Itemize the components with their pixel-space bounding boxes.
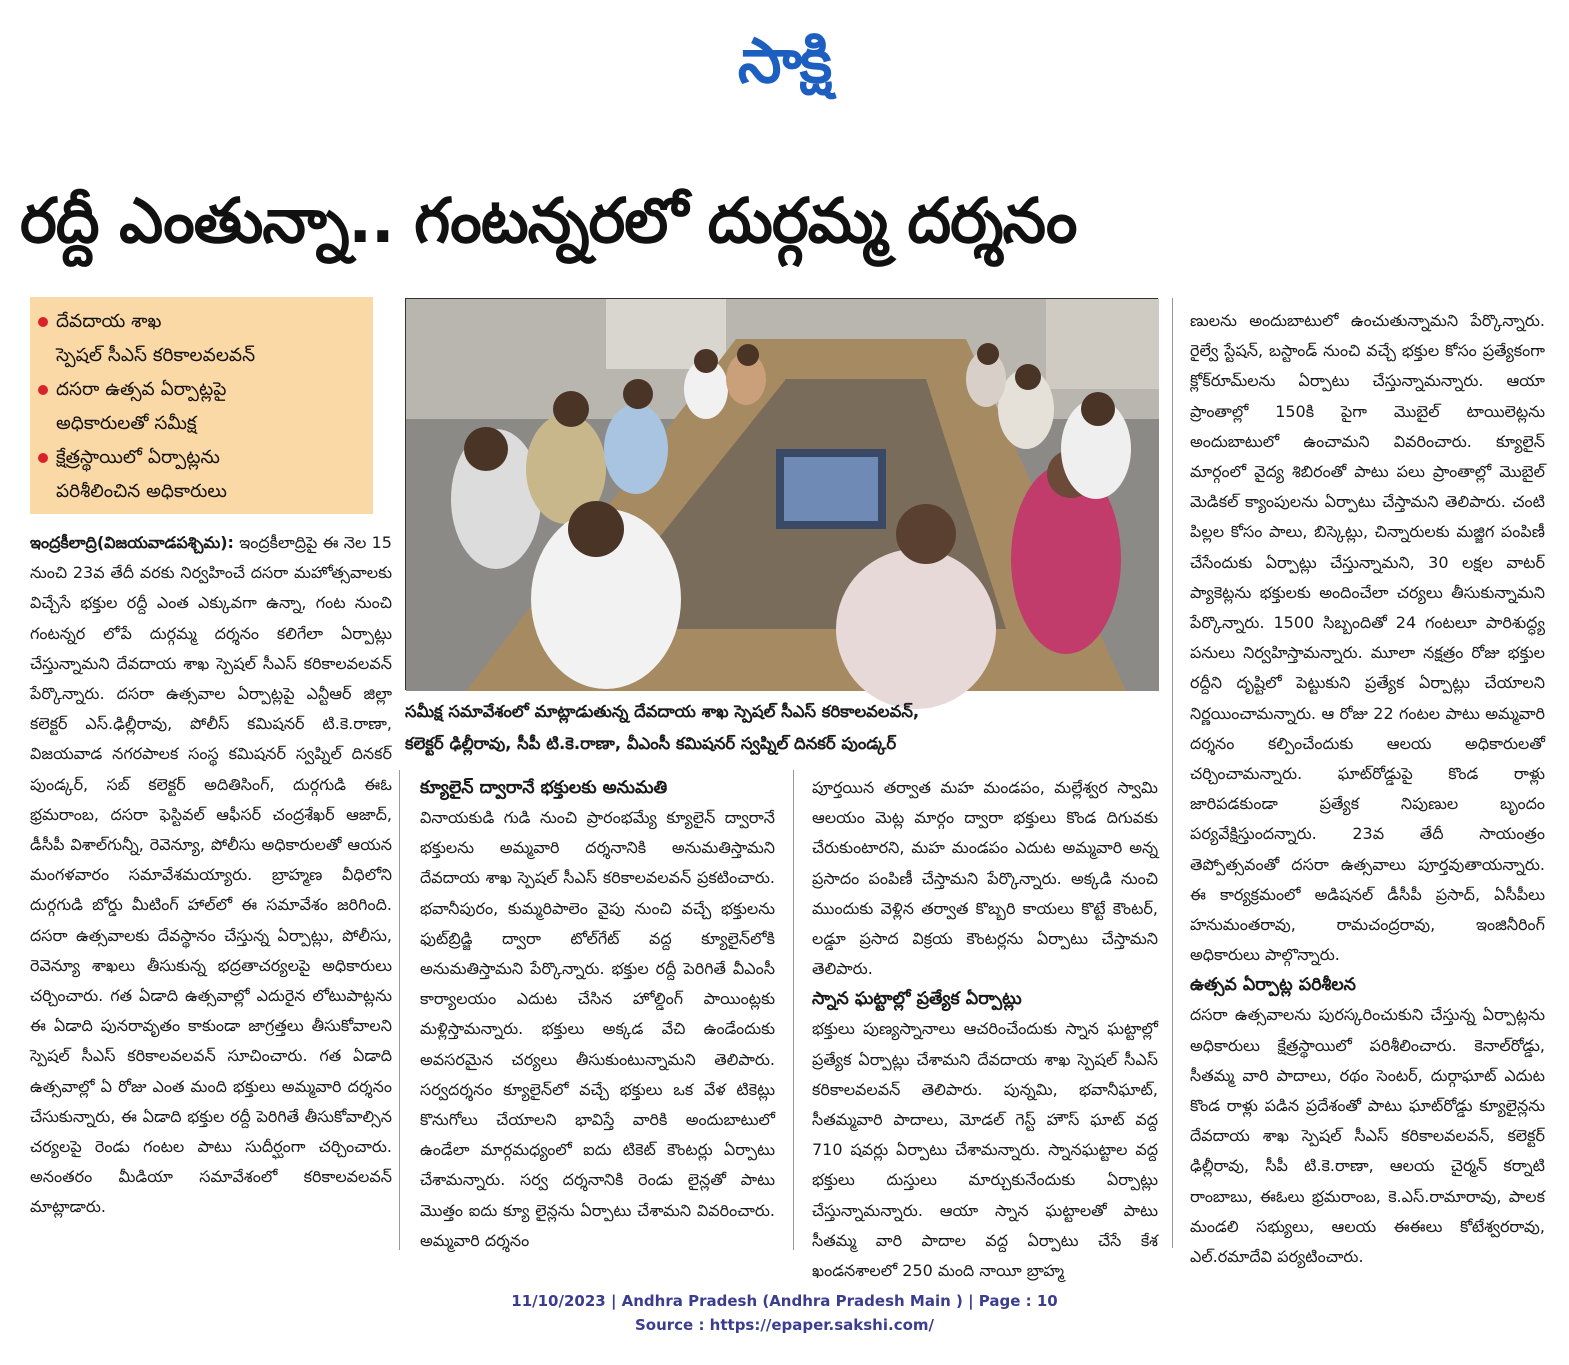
dateline: ఇంద్రకీలాద్రి(విజయవాడపశ్చిమ):	[30, 533, 234, 552]
article-column-2	[420, 773, 775, 1253]
subhead-inspection: ఉత్సవ ఏర్పాట్ల పరిశీలన	[1190, 975, 1356, 996]
bullet-dot-icon	[38, 453, 48, 463]
footer-date-line: 11/10/2023 | Andhra Pradesh (Andhra Pradesh Main ) | Page : 10	[511, 1292, 1058, 1310]
highlight-text: దసరా ఉత్సవ ఏర్పాట్లపై అధికారులతో సమీక్ష	[56, 379, 227, 434]
article-column-1	[30, 528, 392, 1244]
headline: రద్దీ ఎంతున్నా.. గంటన్నరలో దుర్గమ్మ దర్శనం	[20, 184, 1077, 257]
bullet-dot-icon	[38, 385, 48, 395]
bullet-dot-icon	[38, 317, 48, 327]
highlight-item	[38, 441, 363, 509]
article-text: భక్తులు పుణ్యస్నానాలు ఆచరించేందుకు స్నాన ఘట్టాల్లో ప్రత్యేక ఏర్పాట్లు చేశామని దేవదాయ శాఖ స్పెషల్ సీఎస్ కరికాలవలవన్ తెలిపారు. పున్నమి, భవానీఘాట్, సీతమ్మవారి పాదాలు, మోడల్ గెస్ట్ హౌస్ ఘాట్ వద్ద 710 షవర్లు ఏర్పాటు చేశామన్నారు. స్నానఘట్టాల వద్ద భక్తులు దుస్తులు మార్చుకునేందుకు ఏర్పాట్లు చేస్తున్నామన్నారు. ఆయా స్నాన ఘట్టాలతో పాటు సీతమ్మ వారి పాదాల వద్ద ఏర్పాటు చేసే కేశ ఖండనశాలలో 250 మంది నాయీ బ్రాహ్మ	[812, 1019, 1158, 1281]
meeting-photo-illustration	[406, 299, 1159, 691]
meeting-photo	[405, 298, 1158, 690]
highlight-item	[38, 305, 363, 373]
footer-source-link[interactable]: Source : https://epaper.sakshi.com/	[634, 1316, 934, 1334]
column-divider	[1172, 298, 1173, 1248]
article-text: దసరా ఉత్సవాలను పురస్కరించుకుని చేస్తున్న ఏర్పాట్లను అధికారులు క్షేత్రస్థాయిలో పరిశీలించారు. కెనాల్‌రోడ్డు, సీతమ్మ వారి పాదాలు, రథం సెంటర్, దుర్గాఘాట్ ఎదుట కొండ రాళ్లు పడిన ప్రదేశంతో పాటు ఘాట్‌రోడ్డు క్యూలైన్లను దేవదాయ శాఖ స్పెషల్ సీఎస్ కరికాలవలవన్, కలెక్టర్ ఢిల్లీరావు, సీపీ టి.కె.రాణా, ఆలయ చైర్మన్ కర్నాటి రాంబాబు, ఈఓలు భ్రమరాంబ, కె.ఎస్.రామారావు, పాలక మండలి సభ్యులు, ఆలయ ఈఈలు కోటేశ్వరరావు, ఎల్.రమాదేవి పర్యటించారు.	[1190, 1005, 1545, 1267]
highlight-box	[30, 297, 373, 514]
article-text: ణులను అందుబాటులో ఉంచుతున్నామని పేర్కొన్నారు. రైల్వే స్టేషన్, బస్టాండ్ నుంచి వచ్చే భక్తుల కోసం ప్రత్యేకంగా క్లోక్‌రూమ్‌లను ఏర్పాటు చేస్తున్నామన్నారు. ఆయా ప్రాంతాల్లో 150కి పైగా మొబైల్ టాయిలెట్లను అందుబాటులో ఉంచామని వివరించారు. క్యూలైన్ మార్గంలో వైద్య శిబిరంతో పాటు పలు ప్రాంతాల్లో మొబైల్ మెడికల్ క్యాంపులను ఏర్పాటు చేస్తామని తెలిపారు. చంటి పిల్లల కోసం పాలు, బిస్కెట్లు, చిన్నారులకు మజ్జిగ పంపిణీ చేసేందుకు ఏర్పాట్లు చేస్తున్నామని, 30 లక్షల వాటర్ ప్యాకెట్లను భక్తులకు అందించేలా చర్యలు తీసుకున్నామని పేర్కొన్నారు. 1500 సిబ్బందితో 24 గంటలూ పారిశుద్ధ్య పనులు నిర్వహిస్తామన్నారు. మూలా నక్షత్రం రోజు భక్తుల రద్దీని దృష్టిలో పెట్టుకుని ప్రత్యేక ఏర్పాట్లు చేయాలని నిర్ణయించామన్నారు. ఆ రోజు 22 గంటల పాటు అమ్మవారి దర్శనం కల్పించేందుకు ఆలయ అధికారులతో చర్చించామన్నారు. ఘాట్‌రోడ్డుపై కొండ రాళ్లు జారిపడకుండా ప్రత్యేక నిపుణుల బృందం పర్యవేక్షిస్తుందన్నారు. 23వ తేదీ సాయంత్రం తెప్పోత్సవంతో దసరా ఉత్సవాలు పూర్తవుతాయన్నారు. ఈ కార్యక్రమంలో అడిషనల్ డీసీపీ ప్రసాద్, ఏసీపీలు హనుమంతరావు, రామచంద్రరావు, ఇంజినీరింగ్ అధికారులు పాల్గొన్నారు.	[1190, 311, 1545, 965]
subhead-queue-line: క్యూలైన్ ద్వారానే భక్తులకు అనుమతి	[420, 778, 668, 798]
highlight-text: దేవదాయ శాఖ స్పెషల్ సీఎస్ కరికాలవలవన్	[56, 311, 256, 366]
highlight-item	[38, 373, 363, 441]
article-column-4	[1190, 306, 1545, 1267]
highlight-text: క్షేత్రస్థాయిలో ఏర్పాట్లను పరిశీలించిన అధికారులు	[56, 447, 227, 502]
article-paragraph	[30, 528, 392, 1223]
logo-text: సాక్షి	[737, 24, 831, 97]
photo-caption: సమీక్ష సమావేశంలో మాట్లాడుతున్న దేవదాయ శాఖ స్పెషల్ సీఎస్ కరికాలవలవన్, కలెక్టర్ ఢిల్లీరావు, సీపీ టి.కె.రాణా, వీఎంసీ కమిషనర్ స్వప్నిల్ దినకర్ పుండ్కర్	[405, 702, 920, 753]
sakshi-logo	[684, 26, 884, 96]
article-text: వినాయకుడి గుడి నుంచి ప్రారంభమ్యే క్యూలైన్ ద్వారానే భక్తులను అమ్మవారి దర్శనానికి అనుమతిస్తామని దేవదాయ శాఖ స్పెషల్ సీఎస్ కరికాలవలవన్ ప్రకటించారు. భవానీపురం, కుమ్మరిపాలెం వైపు నుంచి వచ్చే భక్తులను ఫుట్‌బ్రిడ్జి ద్వారా టోల్‌గేట్ వద్ద క్యూలైన్‌లోకి అనుమతిస్తామని పేర్కొన్నారు. భక్తుల రద్దీ పెరిగితే వీఎంసీ కార్యాలయం ఎదుట చేసిన హోల్డింగ్ పాయింట్లకు మళ్లిస్తామన్నారు. భక్తులు అక్కడ వేచి ఉండేందుకు అవసరమైన చర్యలు తీసుకుంటున్నామని తెలిపారు. సర్వదర్శనం క్యూలైన్‌లో వచ్చే భక్తులు ఒక వేళ టికెట్లు కొనుగోలు చేయాలని భావిస్తే వారికి అందుబాటులో ఉండేలా మార్గమధ్యంలో ఐదు టికెట్ కౌంటర్లు ఏర్పాటు చేశామన్నారు. సర్వ దర్శనానికి రెండు లైన్లతో పాటు మొత్తం ఐదు క్యూ లైన్లను ఏర్పాటు చేశామని వివరించారు. అమ్మవారి దర్శనం	[420, 808, 775, 1250]
column-divider	[793, 770, 794, 1250]
column-divider	[399, 770, 400, 1250]
article-text: పూర్తయిన తర్వాత మహ మండపం, మల్లేశ్వర స్వామి ఆలయం మెట్ల మార్గం ద్వారా భక్తులు కొండ దిగువకు చేరుకుంటారని, మహ మండపం ఎదుట అమ్మవారి అన్న ప్రసాదం పంపిణీ చేస్తామని పేర్కొన్నారు. అక్కడి నుంచి ముందుకు వెళ్లిన తర్వాత కొబ్బరి కాయలు కొట్టే కౌంటర్, లడ్డూ ప్రసాద విక్రయ కౌంటర్లను ఏర్పాటు చేస్తామని తెలిపారు.	[812, 778, 1158, 979]
article-text: ఇంద్రకీలాద్రిపై ఈ నెల 15 నుంచి 23వ తేదీ వరకు నిర్వహించే దసరా మహోత్సవాలకు విచ్చేసే భక్తుల రద్దీ ఎంత ఎక్కువగా ఉన్నా, గంట నుంచి గంటన్నర లోపే దుర్గమ్మ దర్శనం కలిగేలా ఏర్పాట్లు చేస్తున్నామని దేవదాయ శాఖ స్పెషల్ సీఎస్ కరికాలవలవన్ పేర్కొన్నారు. దసరా ఉత్సవాల ఏర్పాట్లపై ఎన్టీఆర్ జిల్లా కలెక్టర్ ఎస్.ఢిల్లీరావు, పోలీస్ కమిషనర్ టి.కె.రాణా, విజయవాడ నగరపాలక సంస్థ కమిషనర్ స్వప్నిల్ దినకర్ పుండ్కర్, సబ్ కలెక్టర్ అదితిసింగ్, దుర్గగుడి ఈఓ భ్రమరాంబ, దసరా ఫెస్టివల్ ఆఫీసర్ చంద్రశేఖర్ ఆజాద్, డీసీపీ విశాల్‌గున్నీ, రెవెన్యూ, పోలీసు అధికారులతో ఆయన మంగళవారం సమావేశమయ్యారు. బ్రాహ్మణ వీధిలోని దుర్గగుడి బోర్డు మీటింగ్ హాల్‌లో ఈ సమావేశం జరిగింది. దసరా ఉత్సవాలకు దేవస్థానం చేస్తున్న ఏర్పాట్లు, పోలీసు, రెవెన్యూ శాఖలు తీసుకున్న భద్రతాచర్యలపై అధికారులు చర్చించారు. గత ఏడాది ఉత్సవాల్లో ఎదురైన లోటుపాట్లను ఈ ఏడాది పునరావృతం కాకుండా జాగ్రత్తలు తీసుకోవాలని స్పెషల్ సీఎస్ కరికాలవలవన్ సూచించారు. గత ఏడాది ఉత్సవాల్లో ఏ రోజు ఎంత మంది భక్తులు అమ్మవారి దర్శనం చేసుకున్నారు, ఈ ఏడాది భక్తుల రద్దీ పెరిగితే తీసుకోవాల్సిన చర్యలపై రెండు గంటల పాటు సుదీర్ఘంగా చర్చించారు. అనంతరం మీడియా సమావేశంలో కరికాలవలవన్ మాట్లాడారు.	[30, 533, 392, 1217]
article-column-3	[812, 773, 1158, 1281]
subhead-bathing-ghats: స్నాన ఘట్టాల్లో ప్రత్యేక ఏర్పాట్లు	[812, 989, 1022, 1010]
